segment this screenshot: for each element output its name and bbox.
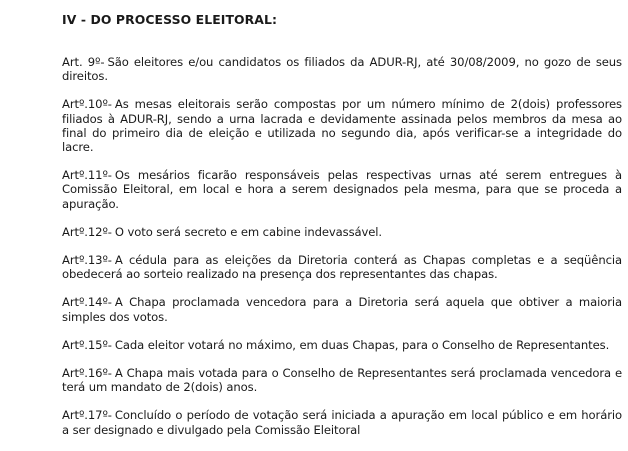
article-label: Artº.14º- <box>62 295 112 310</box>
article-13 <box>62 253 622 281</box>
section-title: IV - DO PROCESSO ELEITORAL: <box>62 12 278 27</box>
article-label: Artº.13º- <box>62 253 112 268</box>
article-label: Artº.17º- <box>62 408 112 423</box>
article-label: Art. 9º- <box>62 55 105 69</box>
article-text: As mesas eleitorais serão compostas por um número mínimo de 2(dois) professores filiados à ADUR-RJ, sendo a urna lacrada e devidamente assinada pelos membros da mesa ao final do primeiro dia de eleição e utilizada no segundo dia, após verificar-se a integridade do lacre. <box>62 97 622 155</box>
article-text: A Chapa mais votada para o Conselho de Representantes será proclamada vencedora e terá um mandato de 2(dois) anos. <box>62 366 622 395</box>
article-text: Concluído o período de votação será iniciada a apuração em local público e em horário a ser designado e divulgado pela Comissão Eleitoral <box>62 408 622 437</box>
article-label: Artº.15º- <box>62 337 112 352</box>
article-10 <box>62 97 622 154</box>
article-text: Os mesários ficarão responsáveis pelas respectivas urnas até serem entregues à Comissão Eleitoral, em local e hora a serem designados pela mesma, para que se proceda a apuração. <box>62 168 622 211</box>
article-14 <box>62 295 622 323</box>
document-page <box>62 12 622 451</box>
article-9 <box>62 55 622 83</box>
article-15 <box>62 338 622 352</box>
article-17 <box>62 408 622 436</box>
article-16 <box>62 366 622 394</box>
article-label: Artº.11º- <box>62 168 112 183</box>
article-label: Artº.12º- <box>62 224 112 239</box>
article-11 <box>62 168 622 211</box>
article-text: A Chapa proclamada vencedora para a Diretoria será aquela que obtiver a maioria simples dos votos. <box>62 295 622 324</box>
article-text: A cédula para as eleições da Diretoria conterá as Chapas completas e a seqüência obedecerá ao sorteio realizado na presença dos representantes das chapas. <box>62 253 622 282</box>
article-label: Artº.16º- <box>62 366 112 381</box>
article-label: Artº.10º- <box>62 97 112 112</box>
article-text: O voto será secreto e em cabine indevassável. <box>114 224 383 239</box>
article-text: São eleitores e/ou candidatos os filiados da ADUR-RJ, até 30/08/2009, no gozo de seus direitos. <box>62 55 622 84</box>
article-12 <box>62 225 622 239</box>
article-text: Cada eleitor votará no máximo, em duas Chapas, para o Conselho de Representantes. <box>114 337 610 352</box>
